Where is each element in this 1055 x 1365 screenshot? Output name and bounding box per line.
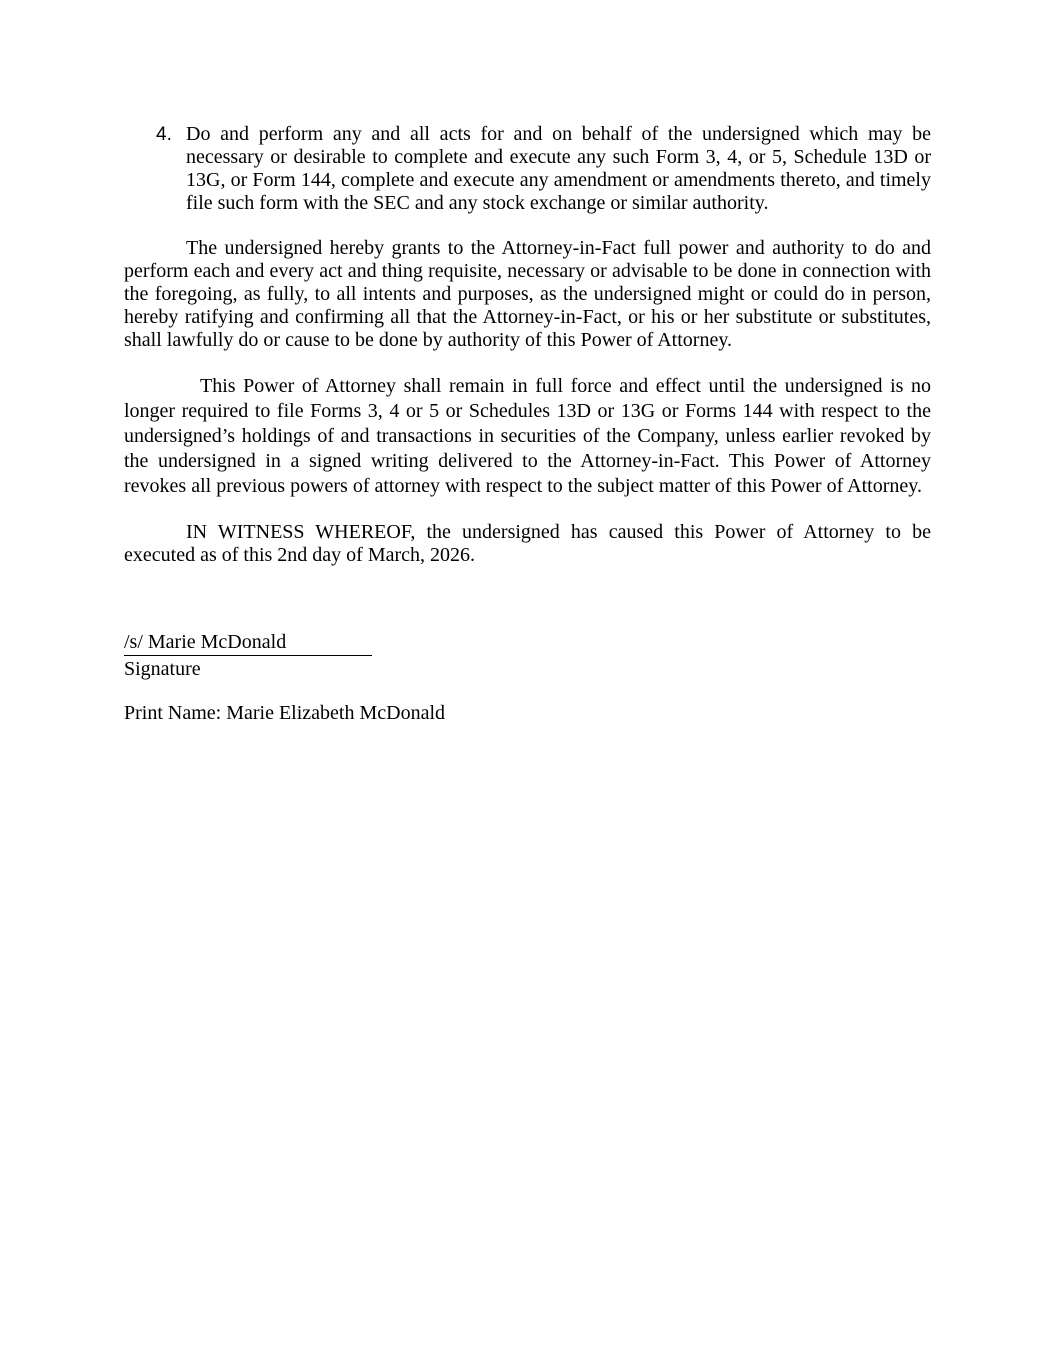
list-item-text: Do and perform any and all acts for and on behalf of the undersigned which may be necessary or desirable to complete and execute any such Form 3, 4, or 5, Schedule 13D or 13G, or Form 144, complete and execute any amendment or amendments thereto, and timely file such form with the SEC and any stock exchange or similar authority. (186, 123, 931, 214)
paragraph-grant-of-authority: The undersigned hereby grants to the Attorney-in-Fact full power and authority to do and perform each and every act and thing requisite, necessary or advisable to be done in connection with the foregoing, as fully, to all intents and purposes, as the undersigned might or could do in person, hereby ratifying and confirming all that the Attorney-in-Fact, or his or her substitute or substitutes, shall lawfully do or cause to be done by authority of this Power of Attorney. (124, 237, 931, 351)
signature-label: Signature (124, 658, 201, 680)
paragraph-witness: IN WITNESS WHEREOF, the undersigned has caused this Power of Attorney to be executed as of this 2nd day of March, 2026. (124, 521, 931, 566)
signature-value: /s/ Marie McDonald (124, 631, 372, 656)
signature-block (124, 631, 931, 725)
list-item-number: 4. (156, 124, 172, 145)
print-name: Print Name: Marie Elizabeth McDonald (124, 702, 446, 724)
signature-row (124, 631, 931, 656)
list-item-4 (156, 123, 931, 215)
paragraph-duration: This Power of Attorney shall remain in full force and effect until the undersigned is no longer required to file Forms 3, 4 or 5 or Schedules 13D or 13G or Forms 144 with respect to the undersigned’s holdings of and transactions in securities of the Company, unless earlier revoked by the undersigned in a signed writing delivered to the Attorney-in-Fact. This Power of Attorney revokes all previous powers of attorney with respect to the subject matter of this Power of Attorney. (124, 375, 931, 497)
